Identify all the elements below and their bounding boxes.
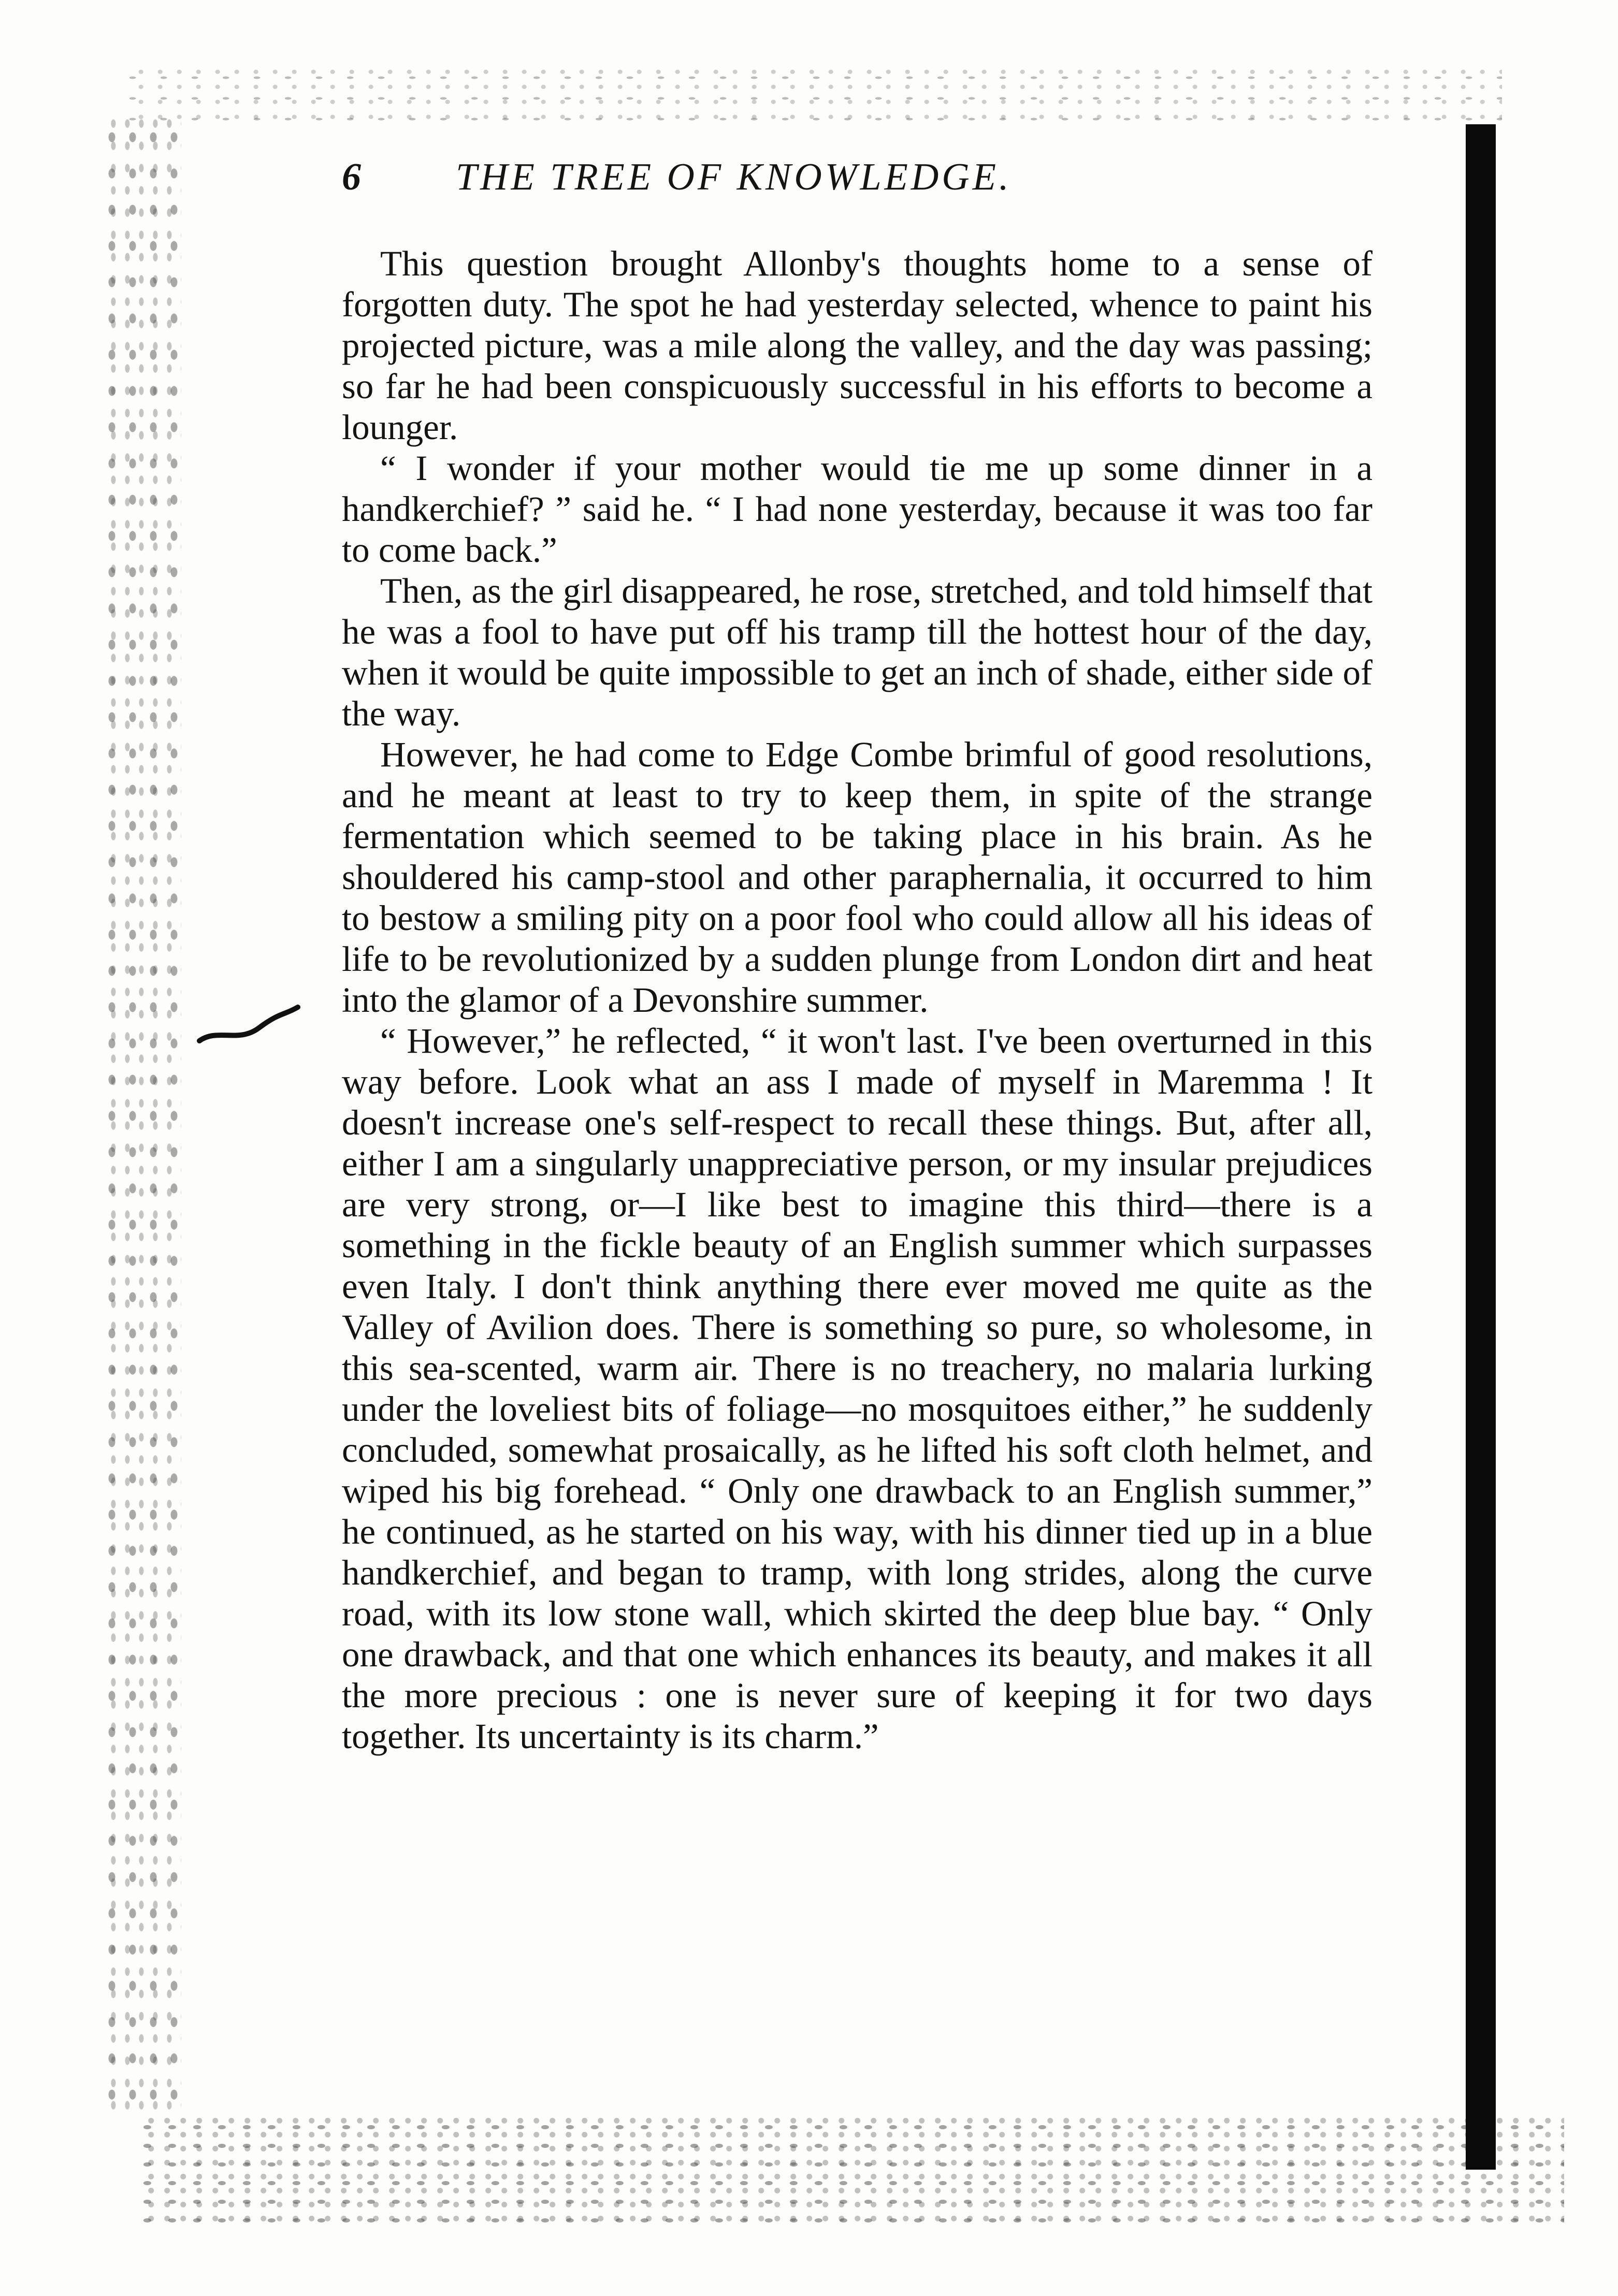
scan-edge-bottom [140,2118,1564,2227]
pen-mark [197,1005,300,1051]
paragraph: However, he had come to Edge Combe brimful of good resolutions, and he meant at least to try to keep them, in spite of the strange fermentation which seemed to be taking place in his brain. As he shouldered his camp-stool and other paraphernalia, it occurred to him to bestow a smiling pity on a poor fool who could allow all his ideas of life to be revolutionized by a sudden plunge from London dirt and heat into the glamor of a Devonshire summer. [342,735,1373,1020]
paragraph: “ However,” he reflected, “ it won't last. I've been overturned in this way before. Look what an ass I made of myself in Maremma ! It doesn't increase one's self-respect to recall these things. But, after all, either I am a singularly unappreciative person, or my insular prejudices are very strong, or—I like best to imagine this third—there is a something in the fickle beauty of an English summer which surpasses even Italy. I don't think anything there ever moved me quite as the Valley of Avilion does. There is something so pure, so wholesome, in this sea-scented, warm air. There is no treachery, no malaria lurking under the loveliest bits of foliage—no mosquitoes either,” he suddenly concluded, somewhat prosaically, as he lifted his soft cloth helmet, and wiped his big forehead. “ Only one drawback to an English summer,” he continued, as he started on his way, with his dinner tied up in a blue handkerchief, and began to tramp, with long strides, along the curve road, with its low stone wall, which skirted the deep blue bay. “ Only one drawback, and that one which enhances its beauty, and makes it all the more precious : one is never sure of keeping it for two days together. Its uncertainty is its charm.” [342,1021,1373,1756]
paragraph: “ I wonder if your mother would tie me up some dinner in a handkerchief? ” said he. “ I had none yesterday, because it was too far to come back.” [342,448,1373,570]
paragraph: Then, as the girl disappeared, he rose, stretched, and told himself that he was a fool to have put off his tramp till the hottest hour of the day, when it would be quite impossible to get an inch of shade, either side of the way. [342,571,1373,733]
running-title: THE TREE OF KNOWLEDGE. [456,156,1012,198]
scan-edge-left [104,119,181,2113]
paragraph: This question brought Allonby's thoughts home to a sense of forgotten duty. The spot he had yesterday selected, whence to paint his projected picture, was a mile along the valley, and the day was passing; so far he had been conspicuously successful in his efforts to become a lounger. [342,244,1373,447]
scan-edge-top [129,67,1502,124]
body-text [342,243,1373,1757]
binding-shadow [1466,124,1496,2170]
running-head [342,155,1233,212]
page-number: 6 [342,156,364,198]
